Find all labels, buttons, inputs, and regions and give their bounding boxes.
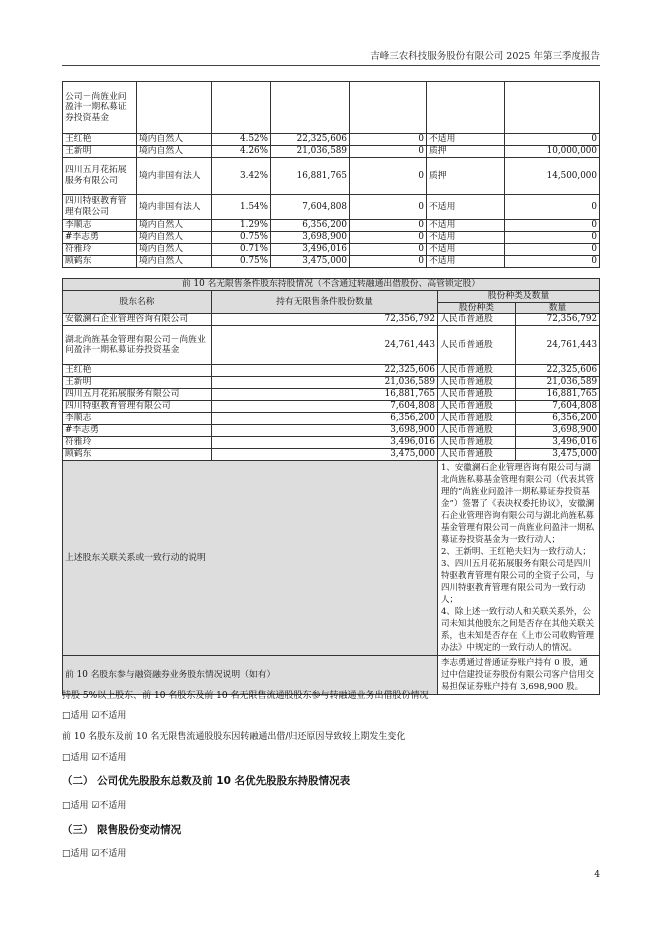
holder-shares: 3,698,900 <box>271 232 350 244</box>
unrestricted-holders-table <box>62 278 600 695</box>
holder-pledge: 10,000,000 <box>505 146 600 158</box>
holder-pledge: 0 <box>505 244 600 256</box>
lending-note-option: □适用 ☑不适用 <box>62 711 127 721</box>
share-qty: 6,356,200 <box>516 413 600 425</box>
holder-name: 王红艳 <box>63 134 137 146</box>
col-header-name: 股东名称 <box>63 291 212 314</box>
holder-restricted: 0 <box>350 244 427 256</box>
unrestricted-table-title: 前 10 名无限售条件股东持股情况（不含通过转融通出借股份、高管锁定股） <box>63 279 600 291</box>
share-type: 人民币普通股 <box>438 314 516 326</box>
holder-shares: 3,475,000 <box>212 449 438 461</box>
holder-name: 王新明 <box>63 146 137 158</box>
table-row <box>63 377 600 389</box>
table-row <box>63 449 600 461</box>
holder-pledge: 0 <box>505 195 600 220</box>
table-row <box>63 425 600 437</box>
table-row <box>63 437 600 449</box>
margin-text: 李志勇通过普通证券账户持有 0 股，通过中信建投证券股份有限公司客户信用交易担保证券账户持有 3,698,900 股。 <box>438 656 600 695</box>
holder-shares: 16,881,765 <box>271 158 350 195</box>
holder-ratio: 0.71% <box>212 244 271 256</box>
holder-shares: 3,496,016 <box>271 244 350 256</box>
holder-shares: 6,356,200 <box>212 413 438 425</box>
holder-pledge: 0 <box>505 256 600 268</box>
table-row <box>63 256 600 268</box>
table-row <box>63 220 600 232</box>
holder-pledge: 0 <box>505 220 600 232</box>
share-type: 人民币普通股 <box>438 389 516 401</box>
share-type: 人民币普通股 <box>438 437 516 449</box>
holder-name: 李顺志 <box>63 220 137 232</box>
holder-pledge: 14,500,000 <box>505 158 600 195</box>
relation-line: 2、王新明、王红艳夫妇为一致行动人； <box>441 547 591 558</box>
holder-ratio: 4.52% <box>212 134 271 146</box>
holder-nature: 境内自然人 <box>137 220 212 232</box>
holder-ratio: 0.75% <box>212 232 271 244</box>
holder-name: 王新明 <box>63 377 212 389</box>
table-row <box>63 134 600 146</box>
holder-ratio: 4.26% <box>212 146 271 158</box>
holder-name: 顾鹤东 <box>63 449 212 461</box>
holder-name: 湖北尚旌基金管理有限公司－尚旌业问盈沣一期私募证券投资基金 <box>63 326 212 365</box>
holder-name: 顾鹤东 <box>63 256 137 268</box>
share-qty: 22,325,606 <box>516 365 600 377</box>
holder-nature: 境内自然人 <box>137 244 212 256</box>
section-preferred-option: □适用 ☑不适用 <box>62 801 127 811</box>
holder-restricted: 0 <box>350 220 427 232</box>
table-row <box>63 413 600 425</box>
holder-name: 四川特驱教育管理有限公司 <box>63 195 137 220</box>
holder-pledge: 0 <box>505 232 600 244</box>
holder-status: 不适用 <box>427 232 505 244</box>
holder-name: 四川特驱教育管理有限公司 <box>63 401 212 413</box>
lending-note: 持股 5%以上股东、前 10 名股东及前 10 名无限售流通股股东参与转融通业务出借股份情况 <box>62 691 429 701</box>
share-qty: 3,475,000 <box>516 449 600 461</box>
table-row <box>63 82 600 134</box>
table-row <box>63 314 600 326</box>
holder-pledge: 0 <box>505 134 600 146</box>
holder-name: 安徽澜石企业管理咨询有限公司 <box>63 314 212 326</box>
margin-label: 前 10 名股东参与融资融券业务股东情况说明（如有） <box>63 656 438 695</box>
table-row <box>63 389 600 401</box>
holder-nature: 境内自然人 <box>137 134 212 146</box>
col-header-shares: 持有无限售条件股份数量 <box>212 291 438 314</box>
section-restricted-title: （三） 限售股份变动情况 <box>62 824 182 836</box>
holder-status: 不适用 <box>427 134 505 146</box>
holder-restricted: 0 <box>350 195 427 220</box>
holder-status: 不适用 <box>427 256 505 268</box>
holder-name: #李志勇 <box>63 232 137 244</box>
share-qty: 3,496,016 <box>516 437 600 449</box>
change-note: 前 10 名股东及前 10 名无限售流通股股东因转融通出借/归还原因导致较上期发生变化 <box>62 732 406 742</box>
holder-ratio: 3.42% <box>212 158 271 195</box>
holder-nature: 境内自然人 <box>137 232 212 244</box>
change-note-option: □适用 ☑不适用 <box>62 753 127 763</box>
holder-shares: 21,036,589 <box>212 377 438 389</box>
share-qty: 16,881,765 <box>516 389 600 401</box>
holder-nature: 境内自然人 <box>137 256 212 268</box>
holder-shares: 21,036,589 <box>271 146 350 158</box>
holder-restricted: 0 <box>350 134 427 146</box>
share-qty: 3,698,900 <box>516 425 600 437</box>
holder-shares: 24,761,443 <box>212 326 438 365</box>
table-row <box>63 232 600 244</box>
section-restricted-option: □适用 ☑不适用 <box>62 849 127 859</box>
col-header-type: 股份种类 <box>438 302 516 314</box>
holder-name: 四川五月花拓展服务有限公司 <box>63 158 137 195</box>
holder-status: 质押 <box>427 158 505 195</box>
holder-shares: 3,475,000 <box>271 256 350 268</box>
table-row <box>63 365 600 377</box>
holder-nature: 境内非国有法人 <box>137 195 212 220</box>
holder-restricted: 0 <box>350 256 427 268</box>
holder-status: 不适用 <box>427 220 505 232</box>
holder-status: 不适用 <box>427 244 505 256</box>
report-title: 吉峰三农科技服务股份有限公司 2025 年第三季度报告 <box>370 51 600 62</box>
table-row <box>63 326 600 365</box>
holder-shares: 72,356,792 <box>212 314 438 326</box>
share-type: 人民币普通股 <box>438 449 516 461</box>
page-header <box>62 48 600 66</box>
holder-name: 符雅玲 <box>63 244 137 256</box>
top10-holders-table <box>62 81 600 268</box>
table-row <box>63 158 600 195</box>
holder-shares: 22,325,606 <box>271 134 350 146</box>
table-row <box>63 401 600 413</box>
holder-status: 质押 <box>427 146 505 158</box>
share-type: 人民币普通股 <box>438 326 516 365</box>
holder-shares: 22,325,606 <box>212 365 438 377</box>
relation-line: 3、四川五月花拓展服务有限公司是四川特驱教育管理有限公司的全资子公司，与四川特驱教育管理有限公司为一致行动人； <box>441 559 595 606</box>
share-qty: 72,356,792 <box>516 314 600 326</box>
table-title-row <box>63 279 600 291</box>
relation-row <box>63 461 600 656</box>
table-row <box>63 195 600 220</box>
relation-line: 1、安徽澜石企业管理咨询有限公司与湖北尚旌私募基金管理有限公司（代表其管理的“尚旌业问盈沣一期私募证券投资基金”）签署了《表决权委托协议》，安徽澜石企业管理咨询有限公司与湖北尚旌私募基金管理有限公司－尚旌业问盈沣一期私募证券投资基金为一致行动人； <box>441 463 595 546</box>
holder-name: 王红艳 <box>63 365 212 377</box>
share-qty: 7,604,808 <box>516 401 600 413</box>
holder-shares: 3,698,900 <box>212 425 438 437</box>
holder-shares: 3,496,016 <box>212 437 438 449</box>
holder-name: 公司－尚旌业问盈沣一期私募证券投资基金 <box>63 82 137 134</box>
holder-name: 符雅玲 <box>63 437 212 449</box>
holder-name: 四川五月花拓展服务有限公司 <box>63 389 212 401</box>
holder-name: #李志勇 <box>63 425 212 437</box>
share-type: 人民币普通股 <box>438 365 516 377</box>
table-row <box>63 146 600 158</box>
relation-label: 上述股东关联关系或一致行动的说明 <box>63 461 438 656</box>
page-number: 4 <box>594 870 600 880</box>
col-header-type-group: 股份种类及数量 <box>438 291 600 303</box>
section-preferred-title: （二） 公司优先股股东总数及前 10 名优先股股东持股情况表 <box>62 775 351 787</box>
share-type: 人民币普通股 <box>438 377 516 389</box>
share-qty: 24,761,443 <box>516 326 600 365</box>
holder-nature: 境内自然人 <box>137 146 212 158</box>
holder-nature: 境内非国有法人 <box>137 158 212 195</box>
holder-ratio: 1.54% <box>212 195 271 220</box>
holder-ratio: 0.75% <box>212 256 271 268</box>
holder-name: 李顺志 <box>63 413 212 425</box>
holder-restricted: 0 <box>350 146 427 158</box>
holder-status: 不适用 <box>427 195 505 220</box>
relation-line: 4、除上述一致行动人和关联关系外，公司未知其他股东之间是否存在其他关联关系，也未知是否存在《上市公司收购管理办法》中规定的一致行动人的情况。 <box>441 607 595 654</box>
holder-restricted: 0 <box>350 158 427 195</box>
col-header-qty: 数量 <box>516 302 600 314</box>
share-type: 人民币普通股 <box>438 401 516 413</box>
holder-shares: 7,604,808 <box>212 401 438 413</box>
share-qty: 21,036,589 <box>516 377 600 389</box>
holder-shares: 7,604,808 <box>271 195 350 220</box>
holder-restricted: 0 <box>350 232 427 244</box>
holder-shares: 6,356,200 <box>271 220 350 232</box>
share-type: 人民币普通股 <box>438 425 516 437</box>
relation-text <box>438 461 600 656</box>
share-type: 人民币普通股 <box>438 413 516 425</box>
table-row <box>63 244 600 256</box>
table-header-row <box>63 291 600 303</box>
holder-shares: 16,881,765 <box>212 389 438 401</box>
holder-ratio: 1.29% <box>212 220 271 232</box>
